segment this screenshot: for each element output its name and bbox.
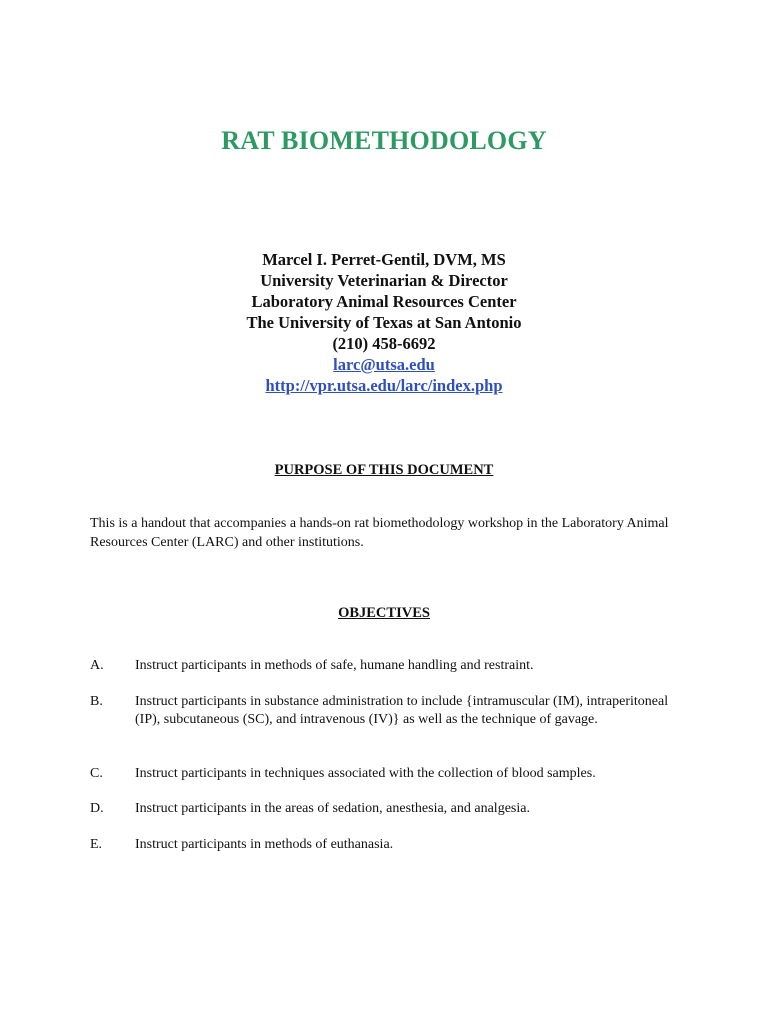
- objective-item: [90, 836, 690, 854]
- author-institution: The University of Texas at San Antonio: [246, 313, 522, 332]
- purpose-heading: PURPOSE OF THIS DOCUMENT: [274, 462, 494, 478]
- objective-letter: B.: [90, 694, 103, 709]
- email-link[interactable]: larc@utsa.edu: [333, 355, 435, 374]
- objective-item: [90, 765, 690, 783]
- author-phone: (210) 458-6692: [332, 334, 436, 353]
- objective-text: Instruct participants in methods of safe, humane handling and restraint.: [135, 658, 534, 673]
- objective-text: Instruct participants in methods of euthanasia.: [135, 837, 394, 852]
- author-block: [0, 249, 768, 396]
- objectives-heading: OBJECTIVES: [338, 605, 430, 621]
- objective-item: [90, 693, 690, 729]
- website-link[interactable]: http://vpr.utsa.edu/larc/index.php: [265, 376, 503, 395]
- objective-text: Instruct participants in substance administration to include {intramuscular (IM), intraperitoneal (IP), subcutaneous (SC), and intravenous (IV)} as well as the technique of gavage.: [135, 694, 669, 727]
- author-department: Laboratory Animal Resources Center: [251, 292, 517, 311]
- document-title: RAT BIOMETHODOLOGY: [221, 126, 547, 155]
- objective-text: Instruct participants in the areas of sedation, anesthesia, and analgesia.: [135, 801, 530, 816]
- objective-item: [90, 657, 690, 675]
- objective-letter: A.: [90, 658, 104, 673]
- objective-item: [90, 800, 690, 818]
- objective-letter: E.: [90, 837, 103, 852]
- author-position: University Veterinarian & Director: [260, 271, 508, 290]
- objective-letter: C.: [90, 766, 103, 781]
- purpose-text: This is a handout that accompanies a hands-on rat biomethodology workshop in the Laboratory Animal Resources Center (LARC) and other institutions.: [90, 516, 669, 550]
- objective-letter: D.: [90, 801, 104, 816]
- author-name: Marcel I. Perret-Gentil, DVM, MS: [262, 250, 506, 269]
- objective-text: Instruct participants in techniques associated with the collection of blood samples.: [135, 766, 596, 781]
